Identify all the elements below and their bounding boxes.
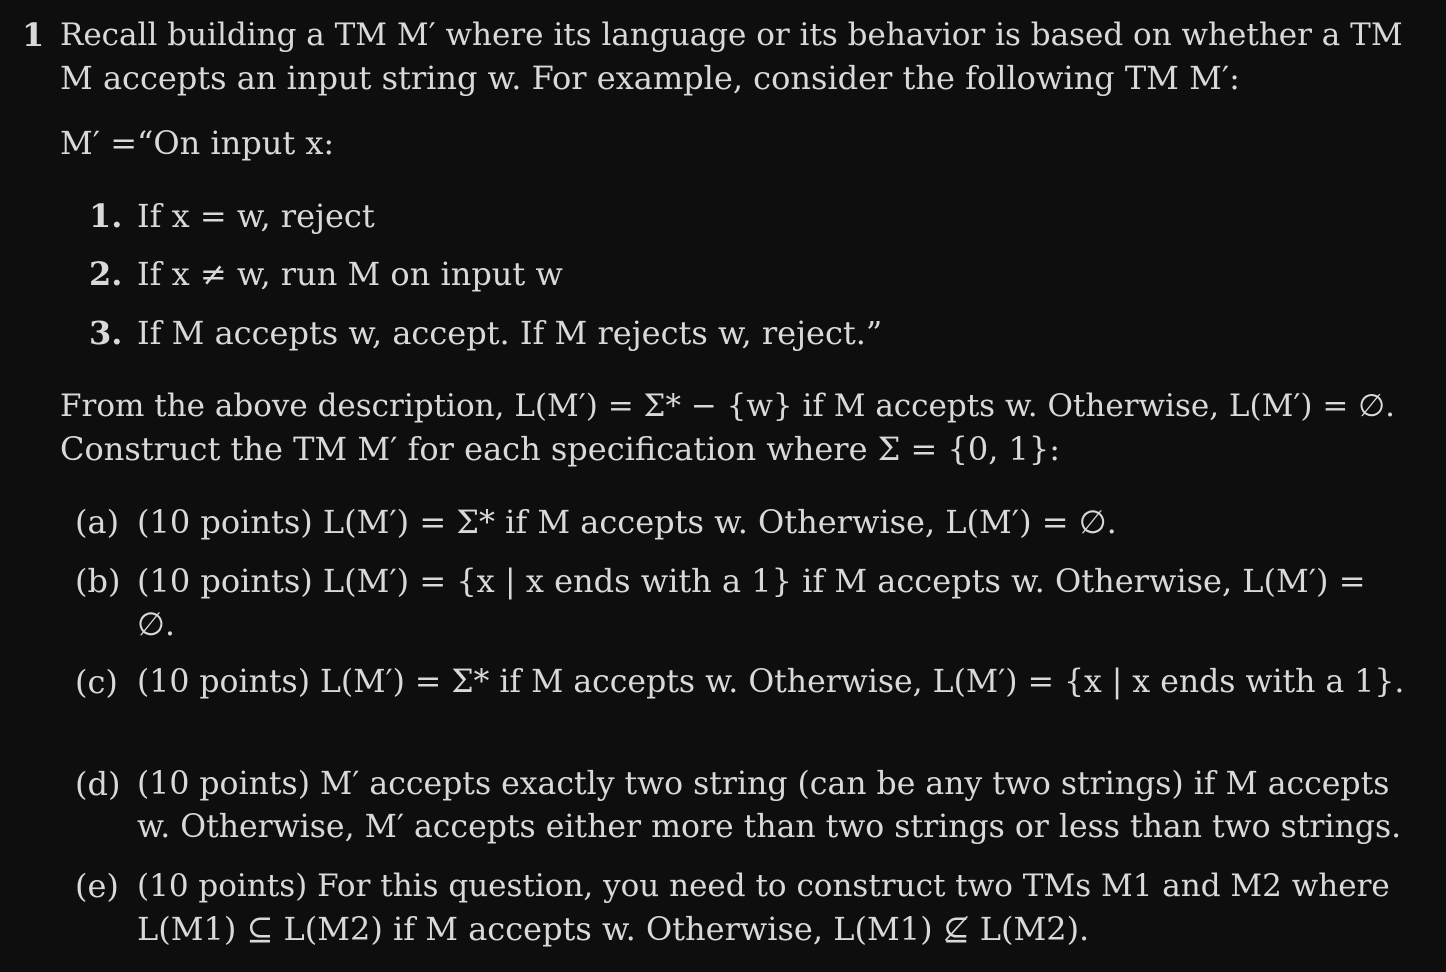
description-line-2: Construct the TM M′ for each specification where Σ = {0, 1}: <box>60 430 1061 468</box>
part-d-line-1: (10 points) M′ accepts exactly two string (can be any two strings) if M accepts <box>137 766 1390 802</box>
part-e-line-2: L(M1) ⊆ L(M2) if M accepts w. Otherwise, L(M1) ⊈ L(M2). <box>137 910 1090 948</box>
intro-line-1: Recall building a TM M′ where its language or its behavior is based on whether a TM <box>60 17 1403 53</box>
step-3-label: 3. <box>89 314 123 352</box>
part-d-label: (d) <box>75 765 121 803</box>
part-e-label: (e) <box>75 867 119 905</box>
part-c-label: (c) <box>75 663 118 701</box>
step-1-label: 1. <box>89 197 123 235</box>
part-c-line-1: (10 points) L(M′) = Σ* if M accepts w. Otherwise, L(M′) = {x | x ends with a 1}. <box>137 664 1405 700</box>
part-b-line-1: (10 points) L(M′) = {x | x ends with a 1} if M accepts w. Otherwise, L(M′) = <box>137 562 1366 600</box>
part-b-label: (b) <box>75 562 121 600</box>
part-a-line-1: (10 points) L(M′) = Σ* if M accepts w. Otherwise, L(M′) = ∅. <box>137 503 1117 541</box>
tm-definition: M′ =“On input x: <box>60 124 335 162</box>
part-a-label: (a) <box>75 503 120 541</box>
intro-line-2: M accepts an input string w. For example, consider the following TM M′: <box>60 59 1240 97</box>
part-b-line-2: ∅. <box>137 605 176 643</box>
description-line-1: From the above description, L(M′) = Σ* − {w} if M accepts w. Otherwise, L(M′) = ∅. <box>60 388 1396 424</box>
part-e-line-1: (10 points) For this question, you need to construct two TMs M1 and M2 where <box>137 868 1390 904</box>
part-d-line-2: w. Otherwise, M′ accepts either more than two strings or less than two strings. <box>137 809 1402 845</box>
step-1-text: If x = w, reject <box>137 197 375 235</box>
step-2-label: 2. <box>89 255 123 293</box>
step-3-text: If M accepts w, accept. If M rejects w, reject.” <box>137 314 883 352</box>
problem-number: 1 <box>22 16 45 54</box>
step-2-text: If x ≠ w, run M on input w <box>137 255 563 293</box>
